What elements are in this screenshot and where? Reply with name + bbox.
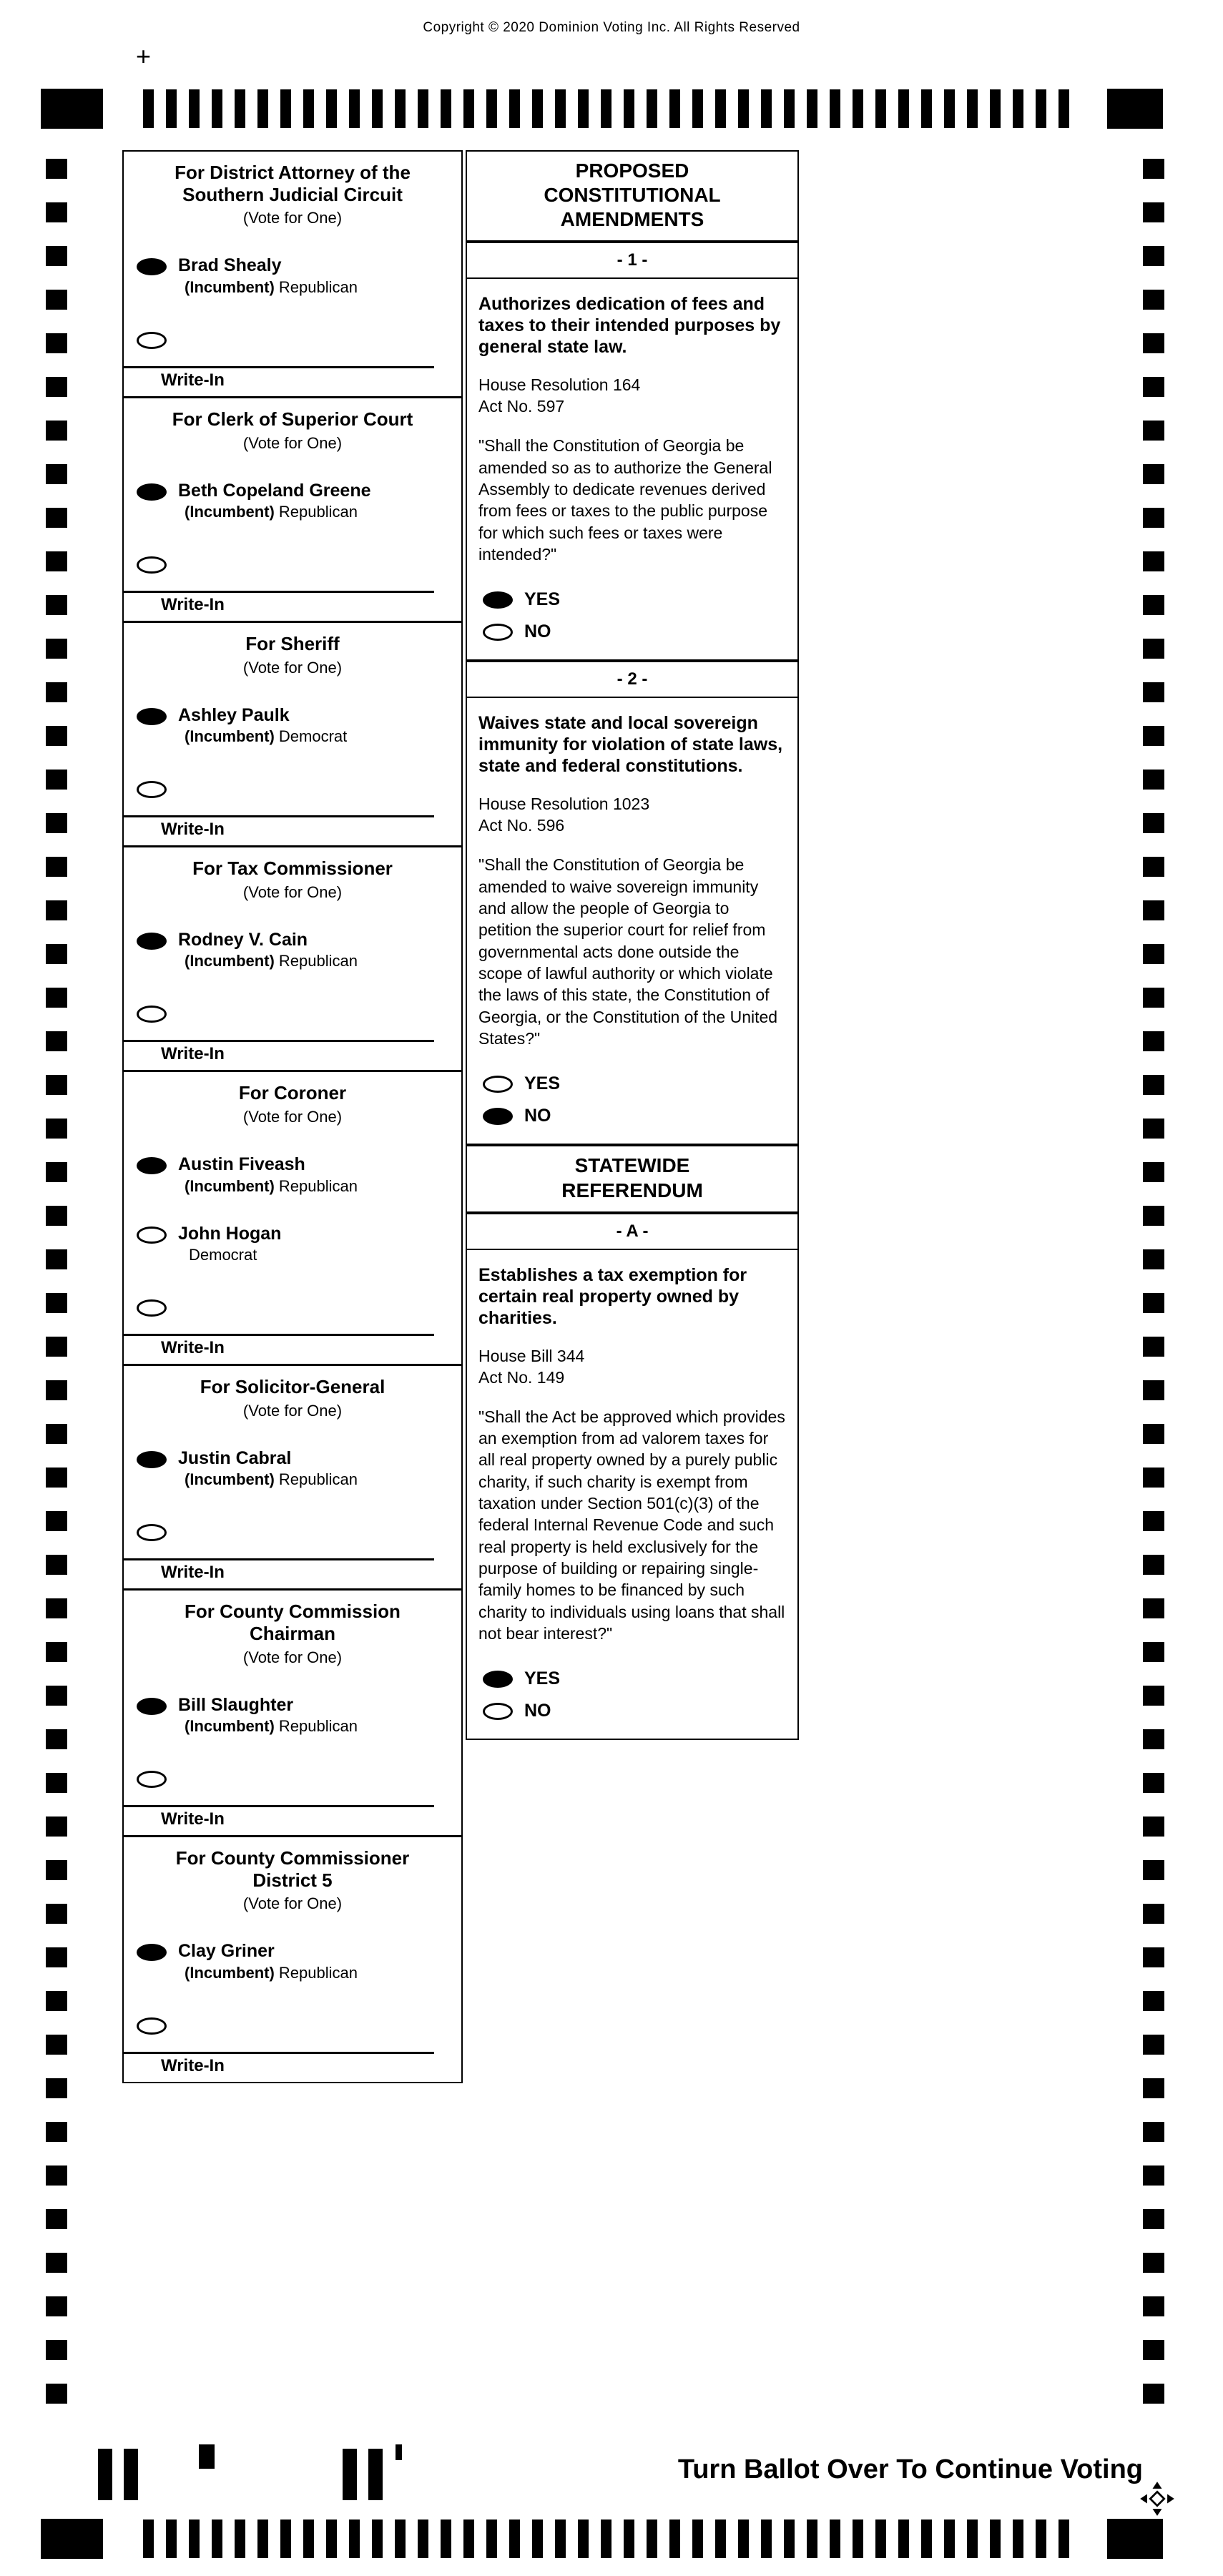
contest-column <box>122 150 463 2083</box>
calibration-mark <box>368 2449 383 2500</box>
candidate-qualifier: (Incumbent) <box>185 503 275 521</box>
yes-label: YES <box>524 589 561 610</box>
referendum-header: STATEWIDE REFERENDUM <box>467 1146 797 1214</box>
calibration-mark <box>124 2449 138 2500</box>
candidate-qualifier: (Incumbent) <box>185 277 275 296</box>
measure-number: - 2 - <box>467 662 797 698</box>
contest-county-commission-chairman <box>124 1591 461 1837</box>
vote-for-instruction: (Vote for One) <box>242 1108 343 1126</box>
contest-sheriff <box>124 623 461 847</box>
vote-oval[interactable] <box>137 258 167 275</box>
contest-title: For Clerk of Superior Court <box>172 408 413 430</box>
write-in-row <box>137 1769 461 1788</box>
candidate-party-line <box>185 727 347 746</box>
measures-column <box>466 150 799 1740</box>
no-oval[interactable] <box>483 1108 513 1125</box>
write-in-line[interactable] <box>124 1558 434 1560</box>
contest-title: For Solicitor-General <box>200 1376 385 1398</box>
yes-choice <box>483 1073 797 1094</box>
vote-for-instruction: (Vote for One) <box>242 1648 343 1666</box>
write-in-label: Write-In <box>161 1563 225 1583</box>
write-in-oval[interactable] <box>137 332 167 349</box>
vote-for-instruction: (Vote for One) <box>242 209 343 227</box>
candidate-name: Clay Griner <box>178 1941 275 1962</box>
no-choice <box>483 1701 797 1721</box>
yes-choice <box>483 589 797 610</box>
candidate-row <box>137 256 461 297</box>
measure-question: "Shall the Constitution of Georgia be amended so as to authorize the General Assembly to dedicate revenues derived from fees or taxes to the public purpose for which such fees or taxes were intended?" <box>478 436 772 564</box>
write-in-label: Write-In <box>161 820 225 840</box>
calibration-mark <box>396 2444 402 2460</box>
contest-title: For District Attorney of the Southern Judicial Circuit <box>175 162 411 205</box>
candidate-party-line <box>185 278 358 297</box>
candidate-name: Bill Slaughter <box>178 1694 294 1715</box>
write-in-row <box>137 1003 461 1023</box>
write-in-label: Write-In <box>161 1809 225 1829</box>
write-in-row <box>137 554 461 574</box>
registration-crosshair-icon <box>1139 2480 1176 2517</box>
vote-oval[interactable] <box>137 1944 167 1961</box>
write-in-line[interactable] <box>124 591 434 593</box>
vote-oval[interactable] <box>137 1157 167 1174</box>
timing-squares-right <box>1143 159 1164 2412</box>
timing-block-bottom-left <box>41 2519 103 2559</box>
candidate-party: Democrat <box>278 727 348 746</box>
yes-oval[interactable] <box>483 1671 513 1688</box>
candidate-row <box>137 481 461 522</box>
vote-for-instruction: (Vote for One) <box>242 883 343 901</box>
write-in-oval[interactable] <box>137 1299 167 1317</box>
contest-title: For County Commissioner District 5 <box>175 1847 410 1891</box>
candidate-party: Republican <box>278 503 358 521</box>
candidate-party: Republican <box>278 277 358 296</box>
vote-for-instruction: (Vote for One) <box>242 433 343 452</box>
contest-county-commissioner-district-5 <box>124 1837 461 2076</box>
candidate-party-line <box>185 952 358 970</box>
write-in-label: Write-In <box>161 1338 225 1358</box>
candidate-row <box>137 1449 461 1490</box>
vote-for-instruction: (Vote for One) <box>242 658 343 677</box>
vote-for-instruction: (Vote for One) <box>242 1894 343 1913</box>
yes-label: YES <box>524 1668 561 1689</box>
write-in-row <box>137 1297 461 1317</box>
candidate-party-line <box>185 1470 358 1489</box>
measure-reference: House Resolution 1023 Act No. 596 <box>478 795 650 835</box>
write-in-row <box>137 1522 461 1541</box>
candidate-party: Democrat <box>189 1246 257 1264</box>
write-in-line[interactable] <box>124 1040 434 1042</box>
candidate-name: Beth Copeland Greene <box>178 480 371 501</box>
measure-question: "Shall the Constitution of Georgia be amended to waive sovereign immunity and allow the people of Georgia to petition the superior court for relief from governmental acts done outside the scope of lawful authority or which violate the laws of this state, the Constitution of Georgia, or the Constitution of the United States?" <box>478 855 778 1048</box>
vote-oval[interactable] <box>137 1451 167 1468</box>
candidate-name: John Hogan <box>178 1223 282 1244</box>
plus-registration-mark: + <box>136 41 152 71</box>
candidate-name: Brad Shealy <box>178 255 282 276</box>
write-in-label: Write-In <box>161 370 225 390</box>
yes-choice <box>483 1668 797 1689</box>
candidate-row <box>137 1155 461 1196</box>
referendum-a <box>467 1214 797 1739</box>
write-in-oval[interactable] <box>137 556 167 574</box>
contest-title: For County Commission Chairman <box>185 1601 401 1644</box>
write-in-row <box>137 2015 461 2035</box>
vote-oval[interactable] <box>137 708 167 725</box>
contest-solicitor-general <box>124 1366 461 1591</box>
timing-bars-top <box>143 89 1069 128</box>
copyright-text: Copyright © 2020 Dominion Voting Inc. All Rights Reserved <box>423 20 800 35</box>
candidate-qualifier: (Incumbent) <box>185 1470 275 1489</box>
candidate-party-line <box>185 1717 358 1736</box>
candidate-row <box>137 706 461 747</box>
measure-question: "Shall the Act be approved which provides an exemption from ad valorem taxes for all real property owned by a purely public charity, if such charity is exempt from taxation under Section 501(c)(3) of the federal Internal Revenue Code and such real property is held exclusively for the purpose of building or repairing single-family homes to be financed by such charity to individuals using loans that shall not bear interest?" <box>478 1407 785 1643</box>
turn-ballot-over-text: Turn Ballot Over To Continue Voting <box>677 2454 1143 2484</box>
yes-oval[interactable] <box>483 1076 513 1093</box>
candidate-qualifier: (Incumbent) <box>185 952 275 970</box>
vote-oval[interactable] <box>137 483 167 501</box>
measure-summary: Authorizes dedication of fees and taxes to their intended purposes by general state law. <box>478 294 781 358</box>
candidate-party: Republican <box>278 1176 358 1195</box>
candidate-qualifier: (Incumbent) <box>185 1717 275 1736</box>
amendment-1 <box>467 243 797 662</box>
candidate-name: Ashley Paulk <box>178 704 290 725</box>
write-in-label: Write-In <box>161 1044 225 1064</box>
write-in-line[interactable] <box>124 815 434 817</box>
calibration-mark <box>343 2449 357 2500</box>
no-label: NO <box>524 621 551 642</box>
candidate-party: Republican <box>278 1963 358 1982</box>
no-choice <box>483 621 797 642</box>
timing-bars-bottom <box>143 2520 1069 2558</box>
candidate-party-line <box>185 503 371 521</box>
candidate-party-line <box>185 1177 358 1196</box>
measure-summary: Establishes a tax exemption for certain real property owned by charities. <box>478 1264 747 1328</box>
write-in-oval[interactable] <box>137 1771 167 1788</box>
contest-title: For Tax Commissioner <box>192 857 393 880</box>
candidate-party: Republican <box>278 1470 358 1489</box>
candidate-qualifier: (Incumbent) <box>185 727 275 746</box>
write-in-line[interactable] <box>124 1334 434 1336</box>
no-oval[interactable] <box>483 624 513 641</box>
no-choice <box>483 1106 797 1126</box>
vote-oval[interactable] <box>137 1698 167 1715</box>
write-in-label: Write-In <box>161 2055 225 2075</box>
candidate-name: Austin Fiveash <box>178 1154 305 1175</box>
candidate-qualifier: (Incumbent) <box>185 1963 275 1982</box>
candidate-row <box>137 930 461 971</box>
measure-summary: Waives state and local sovereign immunity for violation of state laws, state and federal constitutions. <box>478 713 783 777</box>
candidate-row <box>137 1696 461 1736</box>
contest-clerk-superior-court <box>124 398 461 623</box>
amendments-header: PROPOSED CONSTITUTIONAL AMENDMENTS <box>467 152 797 243</box>
contest-title: For Sheriff <box>245 633 340 655</box>
vote-oval[interactable] <box>137 1226 167 1244</box>
no-oval[interactable] <box>483 1703 513 1720</box>
no-label: NO <box>524 1701 551 1721</box>
write-in-oval[interactable] <box>137 1524 167 1541</box>
write-in-oval[interactable] <box>137 1006 167 1023</box>
candidate-party-line <box>185 1246 281 1264</box>
write-in-line[interactable] <box>124 1805 434 1807</box>
measure-number: - A - <box>467 1214 797 1250</box>
yes-oval[interactable] <box>483 591 513 609</box>
candidate-party: Republican <box>278 1717 358 1736</box>
timing-block-bottom-right <box>1107 2519 1163 2559</box>
timing-block-top-left <box>41 89 103 129</box>
candidate-name: Rodney V. Cain <box>178 929 308 950</box>
write-in-oval[interactable] <box>137 2017 167 2035</box>
candidate-party-line <box>185 1964 358 1982</box>
timing-squares-left <box>46 159 67 2412</box>
no-label: NO <box>524 1106 551 1126</box>
contest-tax-commissioner <box>124 847 461 1072</box>
write-in-oval[interactable] <box>137 781 167 798</box>
write-in-row <box>137 330 461 349</box>
write-in-label: Write-In <box>161 595 225 615</box>
write-in-row <box>137 779 461 798</box>
candidate-row <box>137 1942 461 1982</box>
candidate-qualifier: (Incumbent) <box>185 1176 275 1195</box>
yes-label: YES <box>524 1073 561 1094</box>
vote-oval[interactable] <box>137 933 167 950</box>
contest-coroner <box>124 1072 461 1366</box>
candidate-party: Republican <box>278 952 358 970</box>
calibration-mark <box>199 2444 215 2469</box>
candidate-row <box>137 1224 461 1265</box>
calibration-mark <box>98 2449 112 2500</box>
write-in-line[interactable] <box>124 366 434 368</box>
contest-district-attorney <box>124 152 461 398</box>
vote-for-instruction: (Vote for One) <box>242 1401 343 1420</box>
timing-block-top-right <box>1107 89 1163 129</box>
measure-reference: House Bill 344 Act No. 149 <box>478 1346 585 1387</box>
amendment-2 <box>467 662 797 1146</box>
write-in-line[interactable] <box>124 2052 434 2054</box>
measure-reference: House Resolution 164 Act No. 597 <box>478 375 641 416</box>
candidate-name: Justin Cabral <box>178 1447 292 1468</box>
measure-number: - 1 - <box>467 243 797 279</box>
contest-title: For Coroner <box>238 1082 347 1104</box>
